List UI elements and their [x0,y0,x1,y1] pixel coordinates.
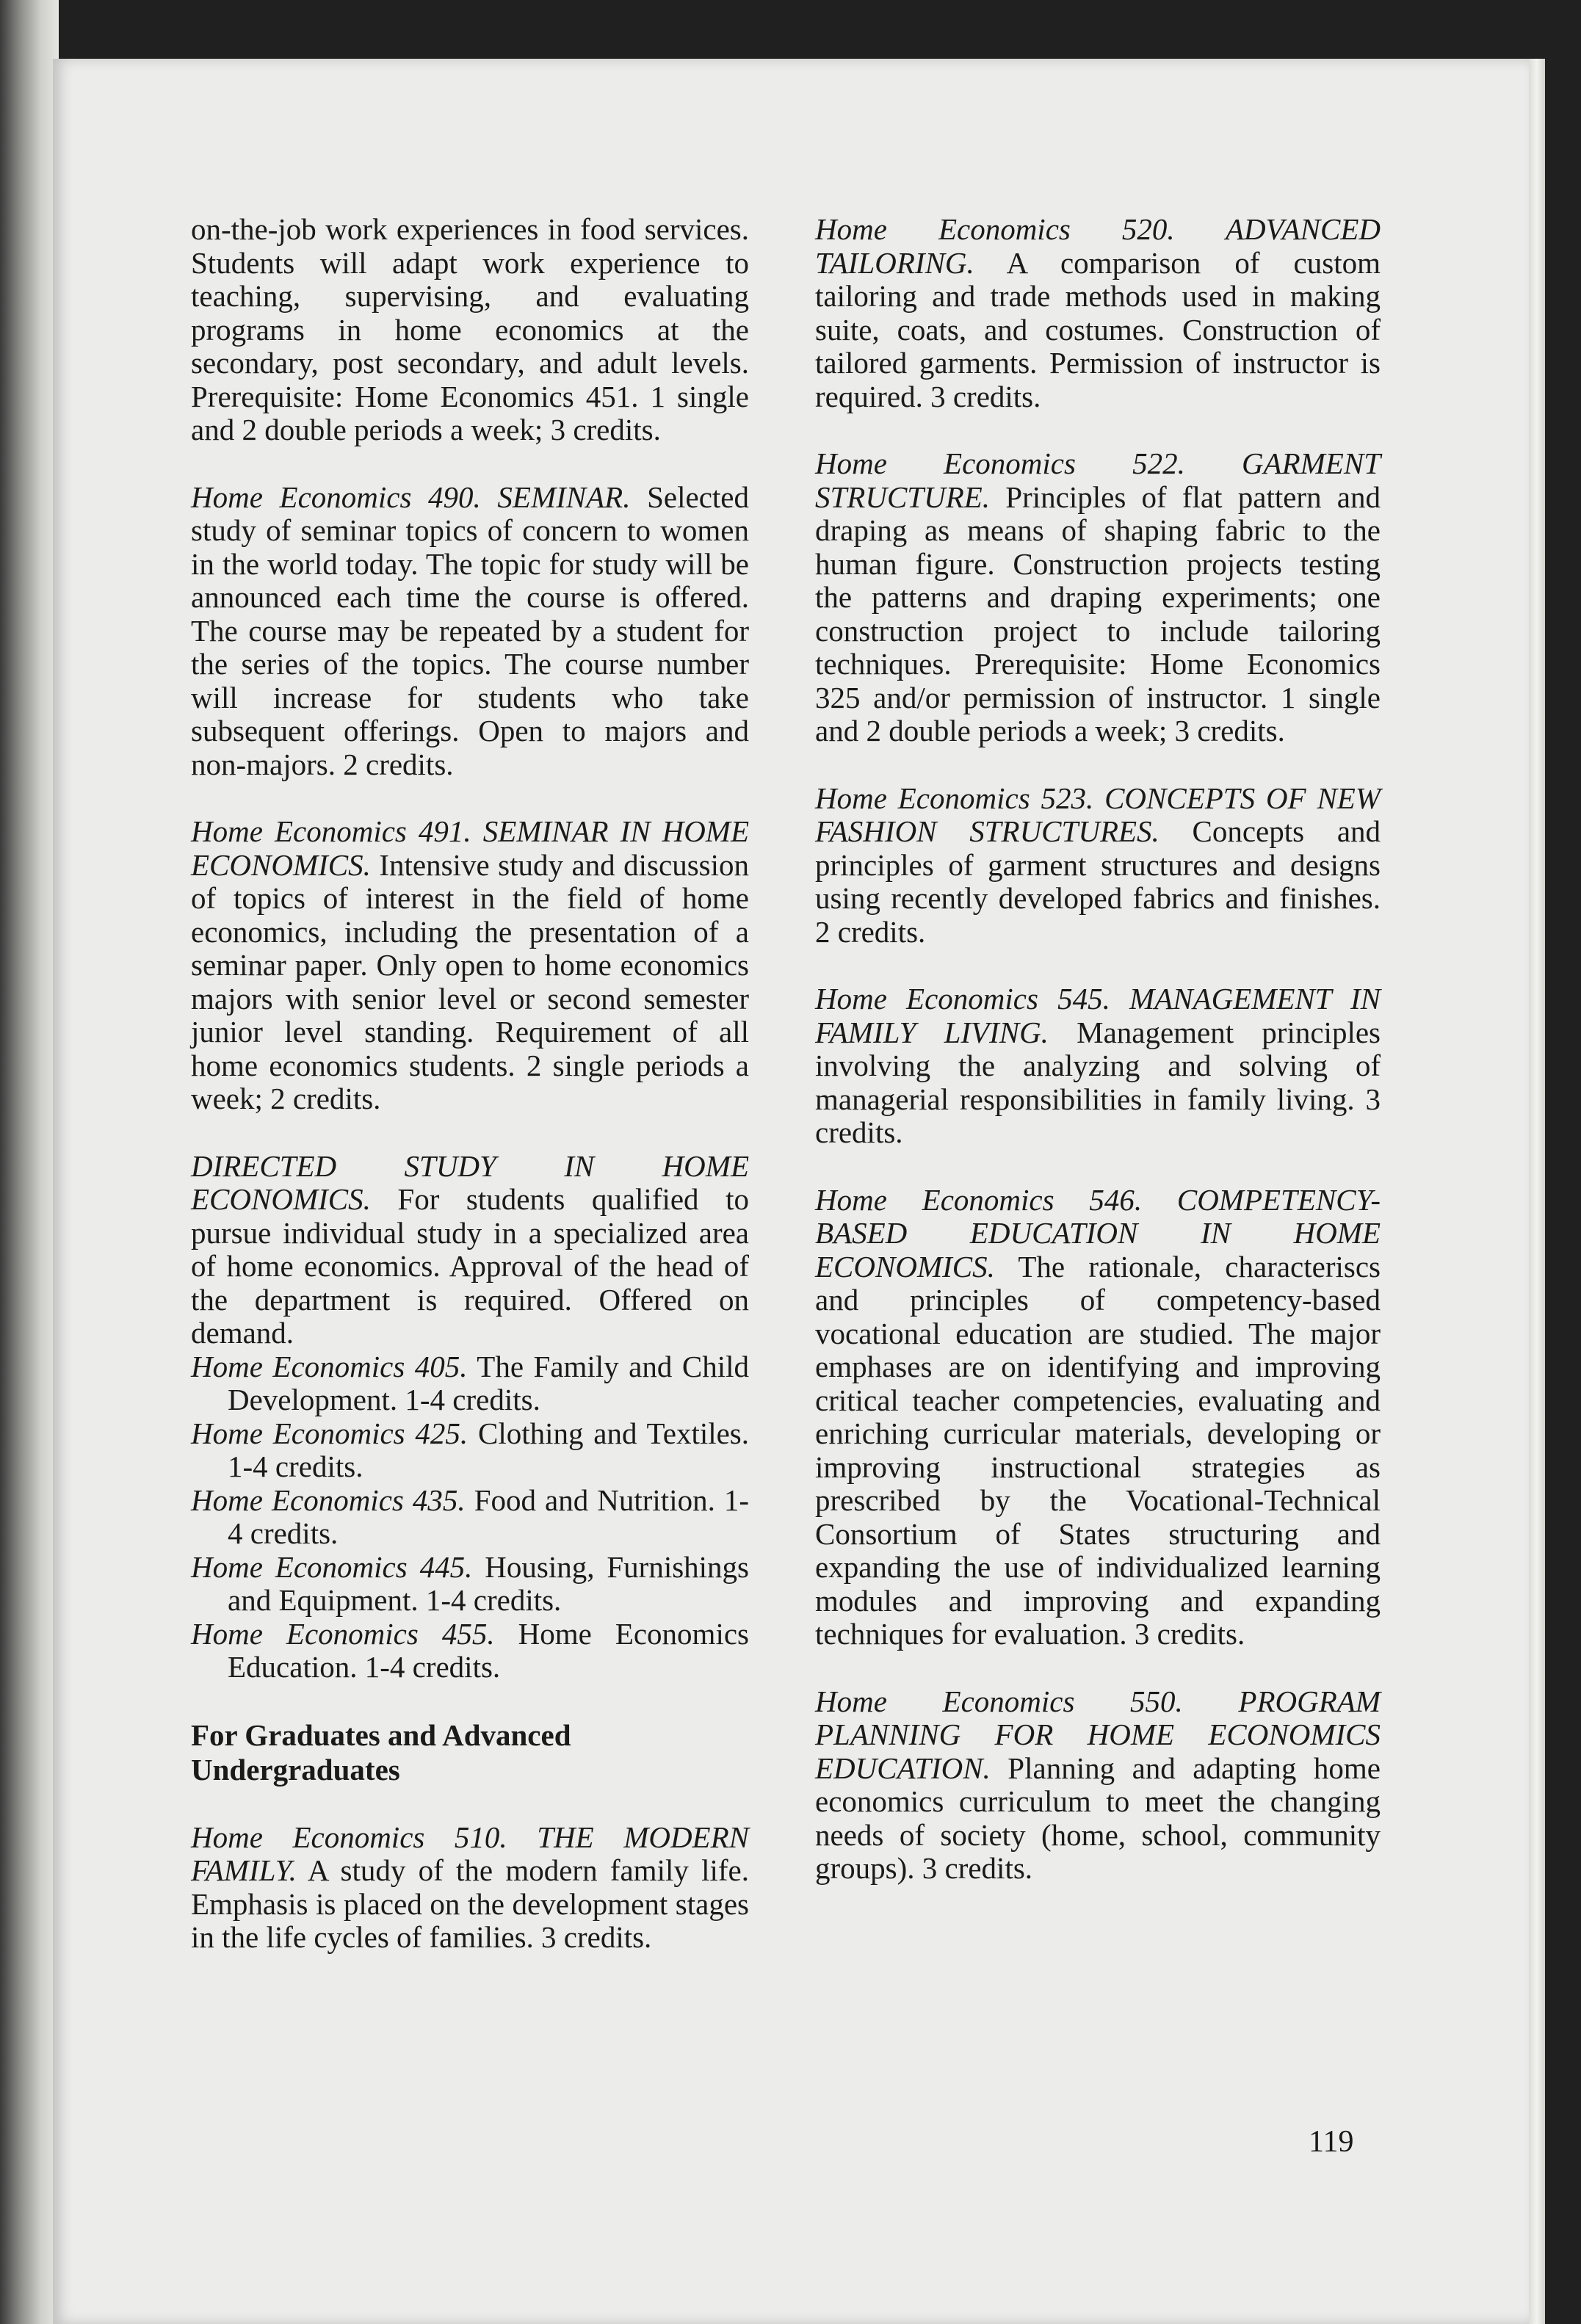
section-heading-line-1: For Graduates and Advanced [191,1717,571,1752]
sub-course-title: Food and Nutrition. 1-4 credits. [228,1483,750,1550]
directed-study-item [191,1618,749,1684]
course-heading: Home Economics 522. GARMENT STRUCTURE. [815,446,1381,514]
sub-course-number: Home Economics 405. [191,1349,468,1383]
course-heading: Home Economics 491. SEMINAR IN HOME ECONOMICS. [191,814,749,882]
page-edge [1529,59,1545,2324]
book-spine [0,0,59,2324]
course-heading: Home Economics 523. CONCEPTS OF NEW FASHION STRUCTURES. [815,781,1381,848]
sub-course-title: Home Economics Education. 1-4 credits. [228,1616,749,1684]
directed-study-item [191,1350,749,1417]
course-heading: Home Economics 520. ADVANCED TAILORING. [815,212,1381,280]
course-entry-522 [815,447,1381,748]
course-description: For students qualified to pursue individual study in a specialized area of home economics. Approval of the head of the department is required. Offered on demand. [191,1182,749,1350]
sub-course-title: Housing, Furnishings and Equipment. 1-4 credits. [228,1549,750,1617]
left-column [191,213,749,1988]
sub-course-number: Home Economics 435. [191,1483,466,1517]
continuation-paragraph: on-the-job work experiences in food services. Students will adapt work experience to teaching, supervising, and evaluating programs in home economics at the secondary, post secondary, and adult levels. Prerequisite: Home Economics 451. 1 single and 2 double periods a week; 3 credits. [191,212,749,446]
directed-study-item [191,1551,749,1618]
course-entry-550 [815,1685,1381,1886]
course-entry-520 [815,213,1381,413]
course-entry-546 [815,1184,1381,1651]
course-entry-545 [815,982,1381,1150]
page-number: 119 [1309,2125,1354,2159]
course-description: A comparison of custom tailoring and trade methods used in making suite, coats, and costumes. Construction of tailored garments. Permission of instructor is required. 3 credits. [815,245,1381,413]
course-heading: Home Economics 490. SEMINAR. [191,479,631,514]
sub-course-title: The Family and Child Development. 1-4 credits. [228,1349,750,1416]
course-description: Intensive study and discussion of topics of interest in the field of home economics, including the presentation of a seminar paper. Only open to home economics majors with senior level or second semester junior level standing. Requirement of all home economics students. 2 single periods a week; 2 credits. [191,847,750,1115]
course-heading: Home Economics 510. THE MODERN FAMILY. [191,1820,749,1887]
sub-course-number: Home Economics 445. [191,1549,473,1584]
course-description: Planning and adapting home economics curriculum to meet the changing needs of society (home, school, community groups). 3 credits. [815,1751,1381,1885]
directed-study-item [191,1417,749,1484]
course-description: Management principles involving the analyzing and solving of managerial responsibilities in family living. 3 credits. [815,1015,1381,1149]
sub-course-number: Home Economics 455. [191,1616,495,1651]
course-heading: Home Economics 546. COMPETENCY-BASED EDUCATION IN HOME ECONOMICS. [815,1182,1381,1284]
course-entry-523 [815,782,1381,949]
sub-course-title: Clothing and Textiles. 1-4 credits. [228,1416,750,1483]
directed-study-item [191,1484,749,1551]
course-description: A study of the modern family life. Emphasis is placed on the development stages in the life cycles of families. 3 credits. [191,1853,749,1954]
course-entry-490 [191,481,749,782]
directed-study-entry [191,1150,749,1350]
section-heading-line-2: Undergraduates [191,1752,400,1787]
course-entry-510 [191,1821,749,1955]
course-description: Selected study of seminar topics of concern to women in the world today. The topic for study will be announced each time the course is offered. The course may be repeated by a student for the series of the topics. The course number will increase for students who take subsequent offerings. Open to majors and non-majors. 2 credits. [191,479,749,781]
course-description: Principles of flat pattern and draping as means of shaping fabric to the human figure. Construction projects testing the patterns and draping experiments; one construction project to include tailoring techniques. Prerequisite: Home Economics 325 and/or permission of instructor. 1 single and 2 double periods a week; 3 credits. [815,479,1381,747]
course-description: The rationale, characteriscs and principles of competency-based vocational education are studied. The major emphases are on identifying and improving critical teacher competencies, evaluating and enriching curricular materials, developing or improving instructional strategies as prescribed by the Vocational-Technical Consortium of States structuring and expanding the use of individualized learning modules and improving and expanding techniques for evaluation. 3 credits. [815,1249,1381,1651]
course-heading: Home Economics 545. MANAGEMENT IN FAMILY LIVING. [815,982,1381,1049]
section-heading [191,1718,749,1787]
right-column [815,213,1381,1919]
sub-course-number: Home Economics 425. [191,1416,468,1450]
course-description: Concepts and principles of garment structures and designs using recently developed fabrics and finishes. 2 credits. [815,814,1381,949]
course-heading: DIRECTED STUDY IN HOME ECONOMICS. [191,1148,749,1216]
course-entry-491 [191,815,749,1116]
course-heading: Home Economics 550. PROGRAM PLANNING FOR HOME ECONOMICS EDUCATION. [815,1684,1381,1785]
